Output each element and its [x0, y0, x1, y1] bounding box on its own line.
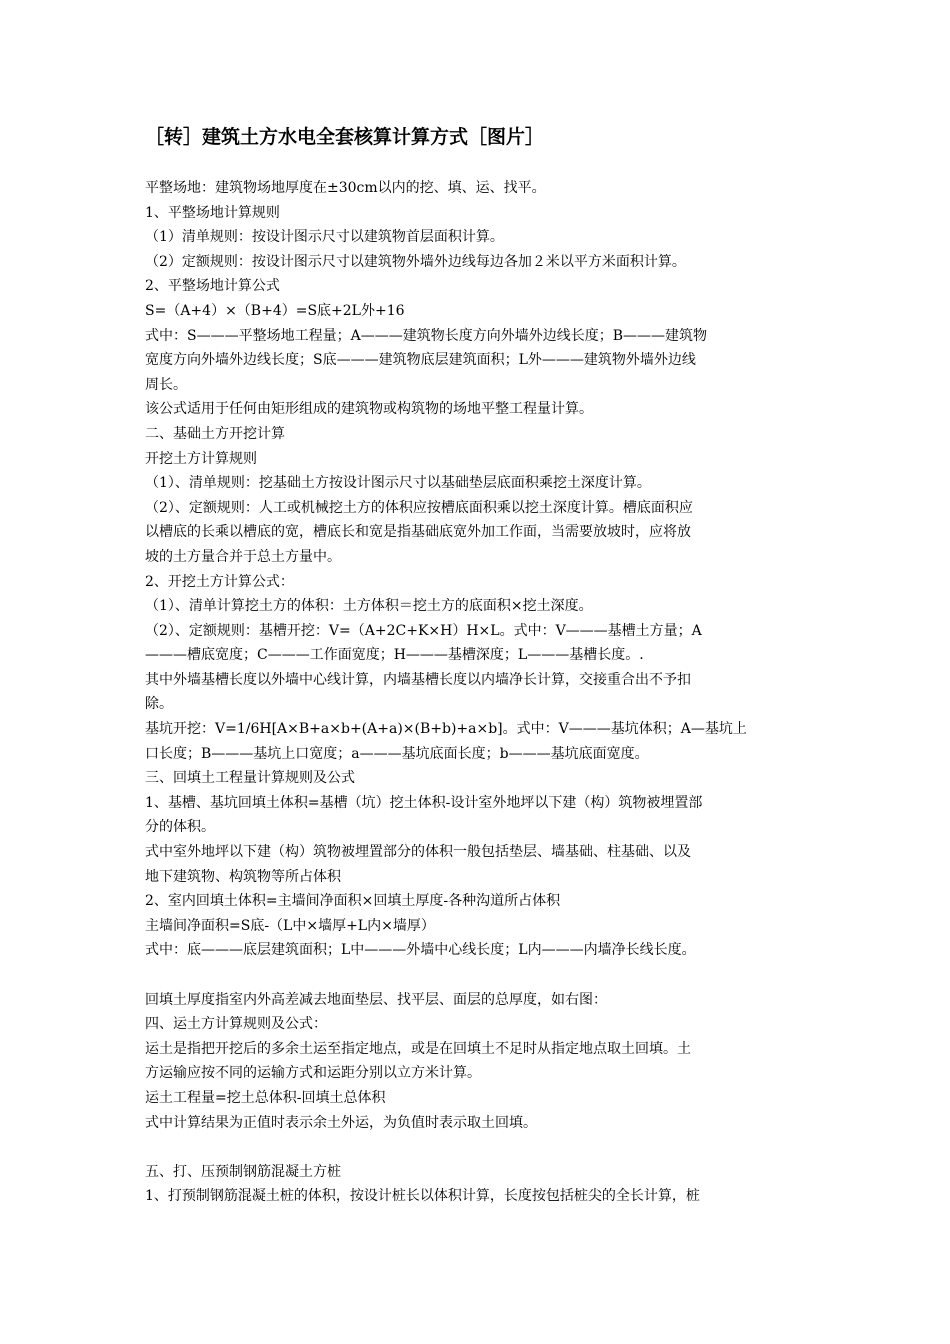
text-line: 基坑开挖：V=1/6H[A×B+a×b+(A+a)×(B+b)+a×b]。式中：V———基坑体积；A—基坑上 — [145, 721, 747, 738]
text-line: 其中外墙基槽长度以外墙中心线计算，内墙基槽长度以内墙净长计算，交接重合出不予扣 — [145, 671, 691, 688]
text-line: 以槽底的长乘以槽底的宽，槽底长和宽是指基础底宽外加工作面，当需要放坡时，应将放 — [145, 524, 691, 541]
text-line: （1）、清单计算挖土方的体积：土方体积＝挖土方的底面积×挖土深度。 — [145, 598, 593, 615]
blank-line — [145, 963, 815, 988]
text-line: 运土工程量=挖土总体积-回填土总体积 — [145, 1089, 386, 1106]
text-line: 1、基槽、基坑回填土体积=基槽（坑）挖土体积-设计室外地坪以下建（构）筑物被埋置部 — [145, 794, 703, 811]
text-line: 式中：S———平整场地工程量；A———建筑物长度方向外墙外边线长度；B———建筑物 — [145, 327, 707, 344]
text-line: 运土是指把开挖后的多余土运至指定地点，或是在回填土不足时从指定地点取土回填。土 — [145, 1040, 691, 1057]
text-line: 2、室内回填土体积=主墙间净面积×回填土厚度-各种沟道所占体积 — [145, 893, 561, 910]
text-line: 2、平整场地计算公式 — [145, 278, 280, 295]
text-line: （1）、清单规则：挖基础土方按设计图示尺寸以基础垫层底面积乘挖土深度计算。 — [145, 475, 651, 492]
text-line: 方运输应按不同的运输方式和运距分别以立方米计算。 — [145, 1065, 481, 1082]
text-line: 回填土厚度指室内外高差减去地面垫层、找平层、面层的总厚度，如右图： — [145, 991, 607, 1008]
text-line: 宽度方向外墙外边线长度；S底———建筑物底层建筑面积；L外———建筑物外墙外边线 — [145, 352, 696, 369]
text-line: 开挖土方计算规则 — [145, 450, 257, 467]
text-line: 该公式适用于任何由矩形组成的建筑物或构筑物的场地平整工程量计算。 — [145, 401, 593, 418]
text-line: 主墙间净面积=S底-（L中×墙厚+L内×墙厚） — [145, 917, 435, 934]
text-line: （2）定额规则：按设计图示尺寸以建筑物外墙外边线每边各加２米以平方米面积计算。 — [145, 253, 686, 270]
text-line: 分的体积。 — [145, 819, 215, 836]
blank-line — [145, 1135, 815, 1160]
text-line: 式中计算结果为正值时表示余土外运，为负值时表示取土回填。 — [145, 1114, 537, 1131]
text-line: 五、打、压预制钢筋混凝土方桩 — [145, 1163, 341, 1180]
text-line: 式中：底———底层建筑面积；L中———外墙中心线长度；L内———内墙净长线长度。 — [145, 942, 696, 959]
text-line: 二、基础土方开挖计算 — [145, 425, 285, 442]
text-line: 平整场地：建筑物场地厚度在±30cm以内的挖、填、运、找平。 — [145, 180, 546, 196]
text-line: 周长。 — [145, 376, 187, 393]
text-line: 四、运土方计算规则及公式： — [145, 1016, 327, 1033]
text-line: 1、平整场地计算规则 — [145, 204, 280, 221]
text-line: 1、打预制钢筋混凝土桩的体积，按设计桩长以体积计算，长度按包括桩尖的全长计算，桩 — [145, 1188, 700, 1205]
text-line: 坡的土方量合并于总土方量中。 — [145, 548, 341, 565]
document-title: ［转］建筑土方水电全套核算计算方式［图片］ — [145, 126, 545, 148]
text-line: ———槽底宽度；C———工作面宽度；H———基槽深度；L———基槽长度。. — [145, 647, 644, 664]
text-line: 地下建筑物、构筑物等所占体积 — [145, 868, 341, 885]
document-page — [145, 122, 815, 1209]
text-line: （2）、定额规则：人工或机械挖土方的体积应按槽底面积乘以挖土深度计算。槽底面积应 — [145, 499, 693, 516]
document-body — [145, 176, 815, 1209]
text-line: 口长度；B———基坑上口宽度；a———基坑底面长度；b———基坑底面宽度。 — [145, 745, 649, 762]
text-line: 2、开挖土方计算公式： — [145, 573, 294, 590]
text-line: （1）清单规则：按设计图示尺寸以建筑物首层面积计算。 — [145, 229, 504, 246]
text-line: 三、回填土工程量计算规则及公式 — [145, 770, 355, 787]
text-line: S=（A+4）×（B+4）=S底+2L外+16 — [145, 302, 405, 319]
text-line: （2）、定额规则：基槽开挖：V=（A+2C+K×H）H×L。式中：V———基槽土方量；A — [145, 622, 702, 639]
text-line: 式中室外地坪以下建（构）筑物被埋置部分的体积一般包括垫层、墙基础、柱基础、以及 — [145, 844, 691, 861]
text-line: 除。 — [145, 696, 173, 713]
